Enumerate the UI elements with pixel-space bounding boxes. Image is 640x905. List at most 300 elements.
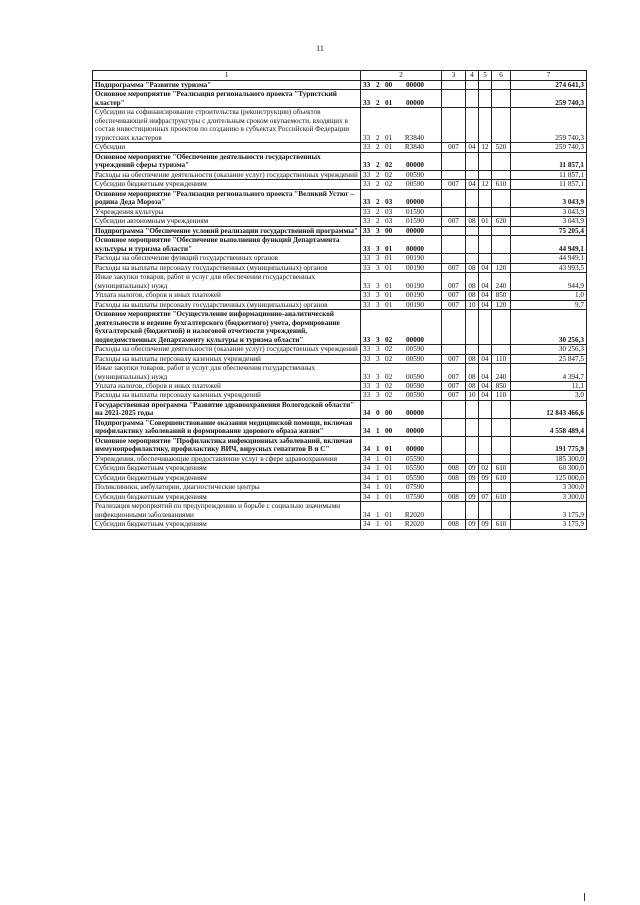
row-name: Расходы на обеспечение деятельности (оказание услуг) государственных учреждений [93,345,361,354]
row-col6: 850 [492,291,511,300]
code-segment: 33 [363,381,371,390]
code-segment: 00190 [406,263,424,272]
code-segment: 03 [385,207,393,216]
table-row [93,310,587,345]
table-row [93,90,587,108]
code-segment: 02 [385,372,393,381]
row-name: Основное мероприятие "Обеспечение выполнения функций Департамента культуры и туризма области" [93,236,361,254]
row-col4 [466,502,479,520]
row-amount: 25 847,5 [511,354,587,363]
row-col4: 09 [466,492,479,501]
row-col6 [492,400,511,418]
code-segment: 33 [363,244,371,253]
table-row [93,81,587,90]
code-segment: 34 [363,483,371,492]
row-col3 [442,345,466,354]
code-segment: 33 [363,81,371,89]
row-code [361,364,442,382]
code-segment: 33 [363,133,371,142]
row-col5 [479,400,492,418]
code-segment: 33 [363,372,371,381]
row-col3 [442,236,466,254]
row-col4 [466,254,479,263]
row-col6 [492,108,511,143]
row-col5 [479,207,492,216]
row-name: Учреждения культуры [93,207,361,216]
row-col4: 08 [466,273,479,291]
code-segment: 00590 [406,180,424,189]
row-col6: 850 [492,381,511,390]
code-segment: 02 [385,345,393,354]
row-col5: 04 [479,354,492,363]
code-segment: 01 [385,291,393,300]
row-name: Иные закупки товаров, работ и услуг для обеспечения государственных (муниципальных) нужд [93,364,361,382]
row-col5 [479,345,492,354]
code-segment: 02 [385,391,393,400]
header-cell: 3 [442,71,466,81]
row-col6 [492,254,511,263]
code-segment: 00590 [406,345,424,354]
row-code [361,291,442,300]
code-segment: 1 [376,492,380,501]
row-col5: 07 [479,492,492,501]
row-col6: 110 [492,391,511,400]
row-code [361,207,442,216]
table-row [93,170,587,179]
row-col3 [442,400,466,418]
row-name: Расходы на выплаты персоналу государственных (муниципальных) органов [93,263,361,272]
table-header-row [93,71,587,81]
table-row [93,391,587,400]
table-row [93,300,587,309]
code-segment: 00000 [406,98,424,107]
row-col5 [479,189,492,207]
table-row [93,207,587,216]
row-col6 [492,418,511,436]
code-segment: 34 [363,445,371,454]
row-col4 [466,345,479,354]
row-amount: 3 175,9 [511,502,587,520]
row-name: Основное мероприятие "Реализация регионального проекта "Великий Устюг – родина Деда Мороза" [93,189,361,207]
row-col6: 610 [492,473,511,482]
code-segment: 00 [385,427,393,436]
code-segment: 00590 [406,372,424,381]
row-amount: 259 740,3 [511,108,587,143]
row-name: Расходы на выплаты персоналу государственных (муниципальных) органов [93,300,361,309]
code-segment: 02 [385,180,393,189]
code-segment: 34 [363,492,371,501]
row-name: Учреждения, обеспечивающие предоставление услуг в сфере здравоохранения [93,454,361,463]
row-col3: 007 [442,180,466,189]
code-segment: 2 [376,98,380,107]
code-segment: 34 [363,464,371,473]
row-col4 [466,152,479,170]
row-col3 [442,254,466,263]
row-col4 [466,483,479,492]
table-row [93,273,587,291]
row-col3 [442,483,466,492]
row-name: Субсидии бюджетным учреждениям [93,473,361,482]
code-segment: 33 [363,254,371,263]
row-col5: 04 [479,273,492,291]
row-col4 [466,236,479,254]
row-col4: 10 [466,391,479,400]
row-col4 [466,207,479,216]
row-col6: 610 [492,520,511,529]
code-segment: 1 [376,464,380,473]
code-segment: 03 [385,198,393,207]
code-segment: 07590 [406,483,424,492]
table-row [93,152,587,170]
row-code [361,254,442,263]
row-col4: 09 [466,473,479,482]
row-col3: 007 [442,263,466,272]
code-segment: 00000 [406,244,424,253]
code-segment: 2 [376,143,380,152]
table-row [93,436,587,454]
row-col4 [466,189,479,207]
row-col5 [479,310,492,345]
table-row [93,400,587,418]
row-name: Субсидии бюджетным учреждениям [93,464,361,473]
row-amount: 1,0 [511,291,587,300]
row-col3: 007 [442,217,466,226]
row-amount: 75 205,4 [511,226,587,235]
row-name: Субсидии бюджетным учреждениям [93,520,361,529]
row-col6 [492,502,511,520]
code-segment: 00000 [406,226,424,235]
table-row [93,189,587,207]
code-segment: 33 [363,170,371,179]
row-col4: 08 [466,381,479,390]
row-col4: 04 [466,143,479,152]
row-amount: 3 043,9 [511,207,587,216]
code-segment: 01 [385,445,393,454]
row-name: Расходы на выплаты персоналу казенных учреждений [93,354,361,363]
row-col3: 007 [442,273,466,291]
code-segment: 05590 [406,464,424,473]
row-code [361,483,442,492]
row-col3: 007 [442,391,466,400]
code-segment: R2020 [404,520,424,529]
row-col3 [442,189,466,207]
code-segment: 1 [376,483,380,492]
table-row [93,502,587,520]
row-col5 [479,226,492,235]
row-code [361,354,442,363]
table-row [93,483,587,492]
code-segment: 02 [385,354,393,363]
row-amount: 11 857,1 [511,170,587,179]
header-cell: 4 [466,71,479,81]
row-col5 [479,436,492,454]
row-code [361,180,442,189]
code-segment: 2 [376,170,380,179]
row-col5: 04 [479,291,492,300]
code-segment: 00590 [406,170,424,179]
row-col4 [466,418,479,436]
code-segment: 33 [363,263,371,272]
code-segment: 00190 [406,291,424,300]
row-name: Основное мероприятие "Обеспечение деятельности государственных учреждений сферы туризма" [93,152,361,170]
header-cell: 1 [93,71,361,81]
code-segment: 1 [376,510,380,519]
code-segment: 34 [363,510,371,519]
row-col3 [442,90,466,108]
code-segment: 3 [376,300,380,309]
row-code [361,170,442,179]
code-segment: 01 [385,98,393,107]
row-col4 [466,436,479,454]
row-code [361,418,442,436]
code-segment: 34 [363,409,371,418]
code-segment: 01 [385,520,393,529]
code-segment: 01 [385,473,393,482]
row-col4: 09 [466,464,479,473]
table-row [93,492,587,501]
code-segment: 3 [376,263,380,272]
row-col6 [492,90,511,108]
row-col5 [479,108,492,143]
code-segment: 00000 [406,445,424,454]
code-segment: 05590 [406,454,424,463]
code-segment: 2 [376,161,380,170]
row-code [361,391,442,400]
row-col4 [466,170,479,179]
row-code [361,143,442,152]
code-segment: 1 [376,454,380,463]
code-segment: 33 [363,98,371,107]
code-segment: 0 [376,409,380,418]
row-col4: 08 [466,217,479,226]
code-segment: 01 [385,300,393,309]
code-segment: 01 [385,133,393,142]
code-segment: 2 [376,133,380,142]
code-segment: R3840 [404,143,424,152]
row-name: Уплата налогов, сборов и иных платежей [93,291,361,300]
row-col6 [492,345,511,354]
row-name: Реализация мероприятий по предупреждению и борьбе с социально значимыми инфекционными заболеваниями [93,502,361,520]
row-amount: 191 775,9 [511,436,587,454]
code-segment: 33 [363,217,371,226]
row-col6 [492,207,511,216]
row-col3 [442,418,466,436]
code-segment: 33 [363,300,371,309]
code-segment: 02 [385,170,393,179]
row-col4: 08 [466,291,479,300]
row-col3: 007 [442,354,466,363]
row-code [361,381,442,390]
code-segment: 3 [376,381,380,390]
code-segment: 2 [376,217,380,226]
header-cell: 6 [492,71,511,81]
row-col5 [479,454,492,463]
row-col4 [466,226,479,235]
code-segment: 01 [385,483,393,492]
table-row [93,263,587,272]
row-amount: 4 394,7 [511,364,587,382]
row-name: Государственная программа "Развитие здравоохранения Вологодской области" на 2021-2025 годы [93,400,361,418]
row-name: Субсидии бюджетным учреждениям [93,180,361,189]
code-segment: 34 [363,427,371,436]
row-code [361,492,442,501]
code-segment: 02 [385,335,393,344]
table-row [93,180,587,189]
row-col3: 007 [442,143,466,152]
code-segment: 01 [385,492,393,501]
code-segment: 33 [363,198,371,207]
code-segment: 01 [385,510,393,519]
row-col5: 04 [479,391,492,400]
code-segment: 33 [363,226,371,235]
row-amount: 3 300,0 [511,483,587,492]
row-code [361,226,442,235]
row-code [361,81,442,90]
row-name: Поликлиники, амбулатории, диагностические центры [93,483,361,492]
row-code [361,90,442,108]
table-row [93,454,587,463]
table-row [93,254,587,263]
row-amount: 3 043,9 [511,189,587,207]
code-segment: 02 [385,381,393,390]
row-col4: 10 [466,300,479,309]
code-segment: 3 [376,244,380,253]
code-segment: 3 [376,254,380,263]
row-code [361,108,442,143]
code-segment: 01 [385,254,393,263]
row-amount: 259 740,3 [511,90,587,108]
table-row [93,236,587,254]
row-col6: 110 [492,354,511,363]
row-code [361,473,442,482]
row-col4: 04 [466,180,479,189]
row-name: Основное мероприятие "Осуществление информационно-аналитической деятельности и ведение бухгалтерского (бюджетного) учета, формирование бухгалтерской (бюджетной) и налоговой отчетности учреждений, подведомственных Департаменту культуры и туризма области" [93,310,361,345]
row-amount: 11,1 [511,381,587,390]
row-col5 [479,502,492,520]
row-col6: 620 [492,217,511,226]
code-segment: 33 [363,143,371,152]
code-segment: 33 [363,354,371,363]
row-amount: 185 300,0 [511,454,587,463]
page-number: 11 [316,44,324,53]
table-row [93,418,587,436]
row-col5 [479,152,492,170]
row-col4 [466,90,479,108]
code-segment: 34 [363,454,371,463]
row-col3: 008 [442,464,466,473]
row-col6: 240 [492,273,511,291]
code-segment: 05590 [406,473,424,482]
code-segment: 01 [385,143,393,152]
row-code [361,345,442,354]
row-col5 [479,254,492,263]
row-col3 [442,436,466,454]
row-name: Субсидии [93,143,361,152]
header-cell: 5 [479,71,492,81]
code-segment: 2 [376,207,380,216]
code-segment: 00590 [406,354,424,363]
row-col4: 08 [466,354,479,363]
code-segment: R2020 [404,510,424,519]
row-col5 [479,418,492,436]
row-col6 [492,310,511,345]
code-segment: 3 [376,391,380,400]
code-segment: 33 [363,345,371,354]
budget-table [92,70,587,530]
row-name: Подпрограмма "Обеспечение условий реализации государственной программы" [93,226,361,235]
code-segment: R3840 [404,133,424,142]
row-col6 [492,170,511,179]
row-name: Расходы на обеспечение деятельности (оказание услуг) государственных учреждений [93,170,361,179]
row-amount: 12 843 466,6 [511,400,587,418]
code-segment: 00000 [406,198,424,207]
code-segment: 00000 [406,335,424,344]
row-col6: 520 [492,143,511,152]
code-segment: 33 [363,180,371,189]
row-amount: 274 641,3 [511,81,587,90]
code-segment: 33 [363,291,371,300]
row-col6 [492,189,511,207]
row-amount: 44 949,1 [511,254,587,263]
row-col3: 007 [442,300,466,309]
code-segment: 01590 [406,207,424,216]
row-col5 [479,236,492,254]
row-code [361,263,442,272]
row-code [361,454,442,463]
code-segment: 01 [385,464,393,473]
code-segment: 3 [376,345,380,354]
table-row [93,464,587,473]
code-segment: 00190 [406,254,424,263]
row-col5: 01 [479,217,492,226]
row-col5: 04 [479,381,492,390]
row-name: Иные закупки товаров, работ и услуг для обеспечения государственных (муниципальных) нужд [93,273,361,291]
code-segment: 3 [376,226,380,235]
row-col5 [479,90,492,108]
code-segment: 00590 [406,381,424,390]
code-segment: 33 [363,335,371,344]
row-code [361,464,442,473]
row-amount: 3 043,9 [511,217,587,226]
code-segment: 33 [363,281,371,290]
code-segment: 03 [385,217,393,226]
code-segment: 1 [376,520,380,529]
code-segment: 00000 [406,161,424,170]
table-row [93,217,587,226]
code-segment: 33 [363,207,371,216]
table-row [93,291,587,300]
row-col6 [492,226,511,235]
row-col3 [442,226,466,235]
table-row [93,143,587,152]
row-col3 [442,81,466,90]
table-row [93,381,587,390]
row-col4 [466,400,479,418]
row-amount: 4 558 489,4 [511,418,587,436]
row-col6: 120 [492,263,511,272]
code-segment: 34 [363,520,371,529]
row-col3 [442,310,466,345]
row-col6 [492,454,511,463]
row-amount: 30 256,3 [511,345,587,354]
code-segment: 33 [363,391,371,400]
row-col5 [479,170,492,179]
table-row [93,473,587,482]
code-segment: 1 [376,445,380,454]
row-col6 [492,81,511,90]
code-segment: 00000 [406,409,424,418]
row-name: Основное мероприятие "Профилактика инфекционных заболеваний, включая иммунопрофилактику, профилактику ВИЧ, вирусных гепатитов В и С" [93,436,361,454]
